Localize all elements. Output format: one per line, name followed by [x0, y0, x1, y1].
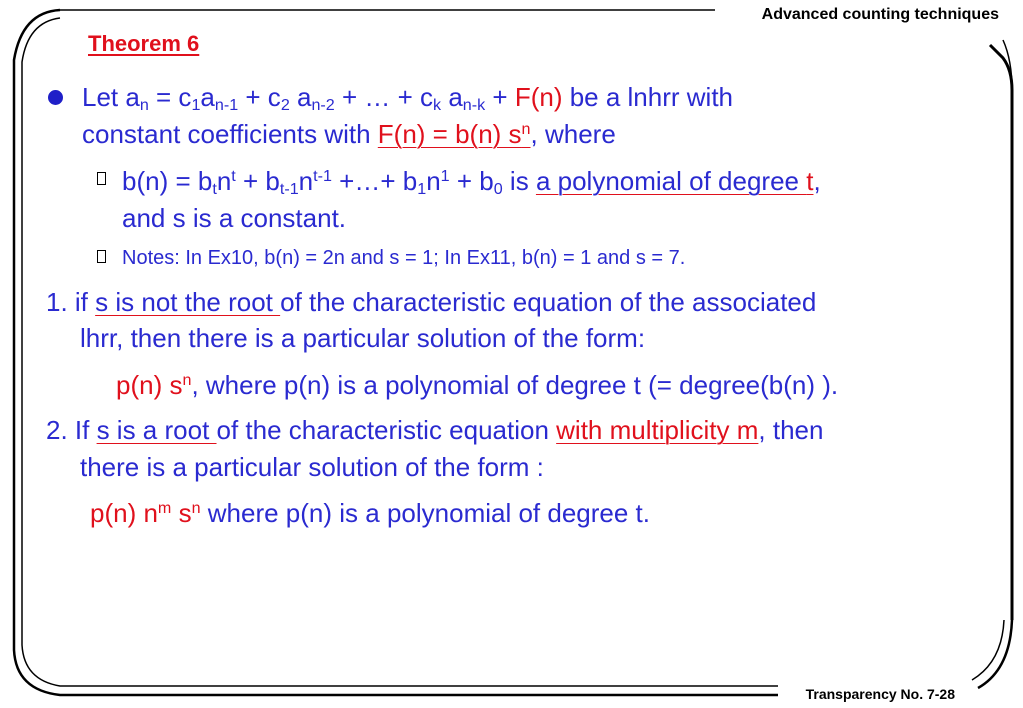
header-text: Advanced counting techniques: [761, 6, 999, 23]
bullet-icon: [48, 90, 63, 105]
body-line-4: and s is a constant.: [122, 203, 347, 233]
body-line-1: Let $a_n = c_1a_{n-1} + c_2$ $a_{n-2}$ + … + $c_k$ $a_{n-k} + F(n)$ be a lnhrr with: [82, 82, 734, 115]
body-line-3: $b(n) = b_tn^t + b_{t-1}n^{t-1}$ +…+ $b_1n^1 + b_0$ is a polynomial of degree t,: [122, 166, 821, 199]
body-line-8: p(n) $s^n$, where p(n) is a polynomial of degree t (= degree(b(n) ).: [116, 370, 839, 400]
sub-bullet-icon: [97, 172, 106, 185]
sub-bullet-icon: [97, 250, 106, 263]
body-line-6: 1. if s is not the root of the characteristic equation of the associated: [46, 287, 817, 317]
body-line-2: constant coefficients with F(n) = b(n) $s^n$, where: [82, 119, 616, 149]
body-line-7: lhrr, then there is a particular solution of the form:: [80, 323, 646, 353]
body-line-11: p(n) $n^m$ $s^n$ where p(n) is a polynomial of degree t.: [90, 498, 650, 528]
body-line-9: 2. If s is a root of the characteristic equation with multiplicity m, then: [46, 415, 824, 445]
body-line-10: there is a particular solution of the form :: [80, 452, 544, 482]
body-line-5: Notes: In Ex10, b(n) = 2n and s = 1; In Ex11, b(n) = 1 and s = 7.: [122, 247, 686, 269]
theorem-title: Theorem 6: [88, 31, 200, 56]
footer-text: Transparency No. 7-28: [805, 686, 955, 702]
